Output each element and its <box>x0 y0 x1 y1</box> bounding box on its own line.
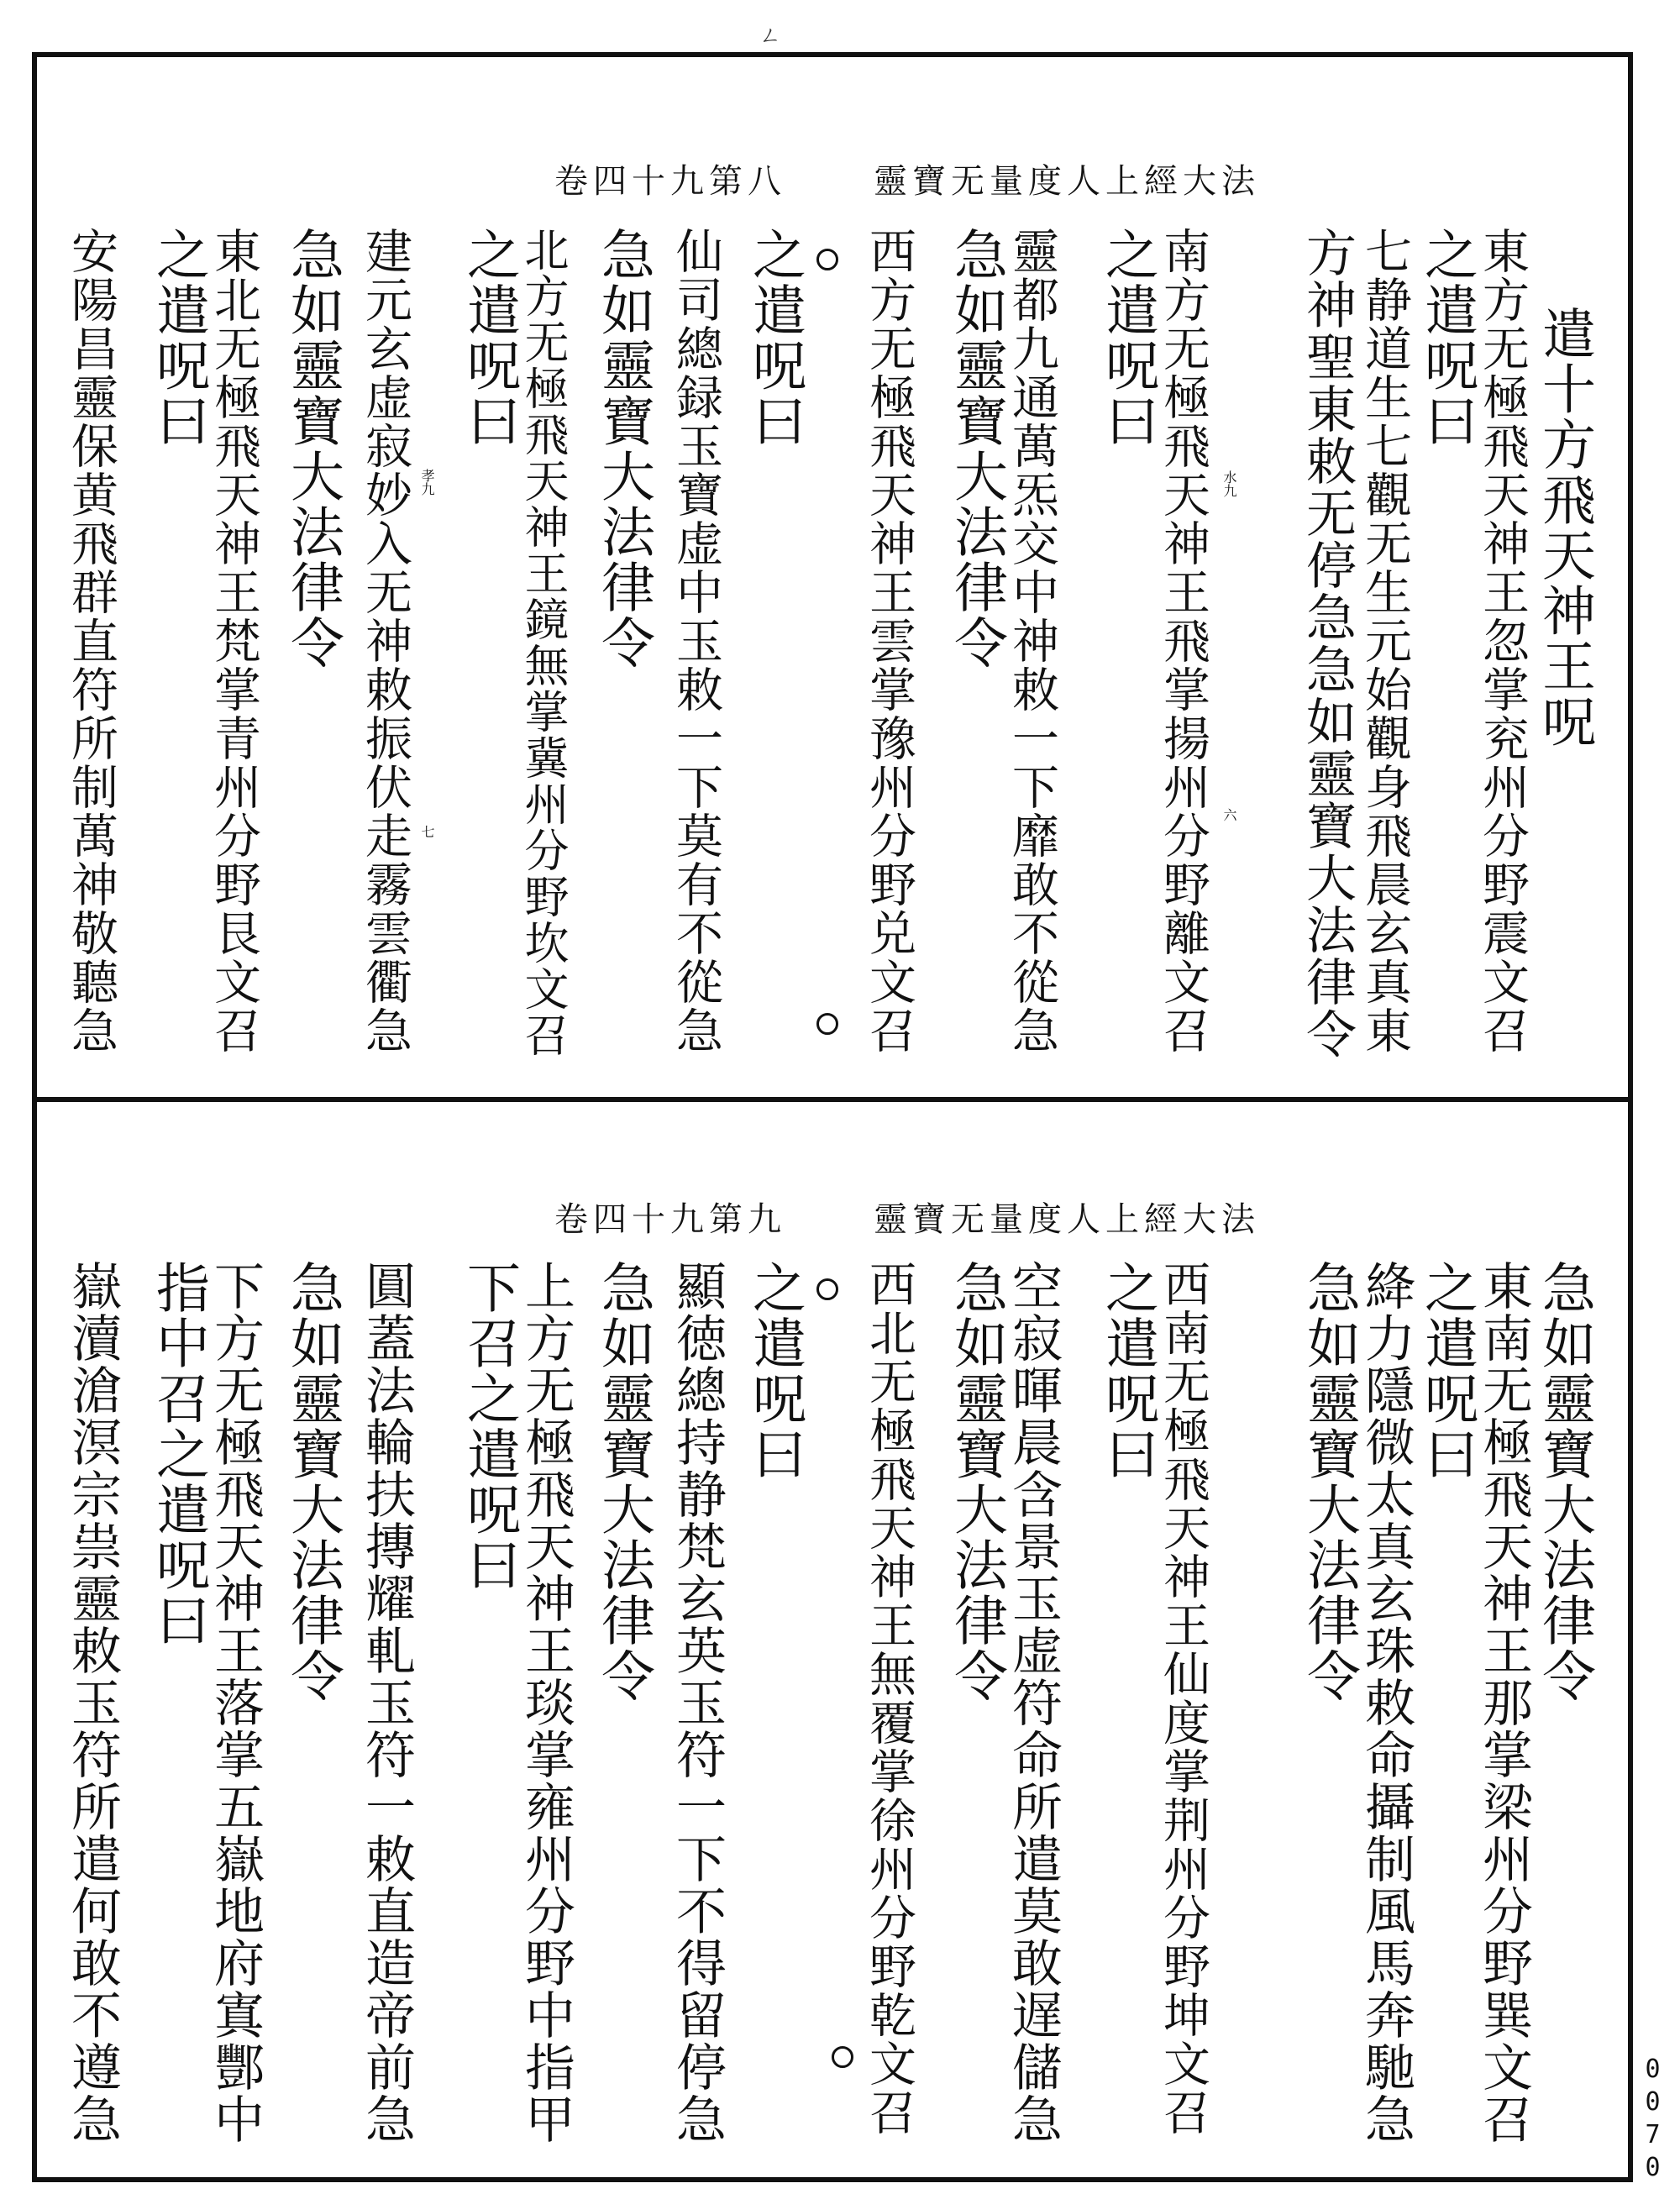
top-col-10: 西方无極飛天神王雲掌豫州分野兑文召 <box>862 227 916 1055</box>
top-col-15: 之遣呪曰 <box>458 227 520 449</box>
bottom-col-18: 下方无極飛天神王落掌五嶽地府寘酆中 <box>206 1260 265 2145</box>
bottom-col-17: 急如靈寶大法律令 <box>281 1260 344 1703</box>
top-col-5: 方神聖東敕无停急急如靈寶大法律令 <box>1298 227 1357 1060</box>
top-col-6: 南方无極飛天神王飛掌揚州分野離文召 <box>1156 227 1210 1055</box>
bottom-header-volume: 卷四十九第九 <box>554 1200 786 1239</box>
bottom-col-1: 急如靈寶大法律令 <box>1533 1260 1595 1703</box>
bottom-col-20: 嶽瀆滄溟宗祟靈敕玉符所遣何敢不遵急 <box>63 1260 122 2145</box>
bottom-circle-mark-1 <box>816 1278 838 1300</box>
bottom-col-10: 西北无極飛天神王無覆掌徐州分野乾文召 <box>862 1260 916 2137</box>
top-col-9: 急如靈寶大法律令 <box>945 227 1007 670</box>
top-col-2: 東方无極飛天神王忽掌兖州分野震文召 <box>1475 227 1530 1055</box>
top-col-20: 安陽昌靈保黄飛群直符所制萬神敬聽急 <box>64 227 118 1055</box>
top-col-13: 急如靈寶大法律令 <box>592 227 654 670</box>
top-col-16: 建元玄虚寂妙入无神敕振伏走霧雲衢急 <box>358 227 412 1055</box>
bottom-circle-mark-2 <box>832 2046 853 2068</box>
top-header-volume: 卷四十九第八 <box>554 162 786 201</box>
top-circle-mark-2 <box>816 1013 838 1035</box>
top-col-11: 之遣呪曰 <box>743 227 806 449</box>
top-note-2: 六 <box>1221 808 1237 821</box>
top-col-1: 遣十方飛天神王呪 <box>1533 306 1595 749</box>
bottom-col-12: 顯徳總持静梵玄英玉符一下不得留停急 <box>668 1260 727 2145</box>
bottom-col-11: 之遣呪曰 <box>743 1260 806 1482</box>
top-col-4: 七静道生七觀无生元始觀身飛晨玄真東 <box>1357 227 1412 1055</box>
top-note-3: 孝九 <box>419 469 435 496</box>
page-number: 0070 <box>1638 2055 1667 2186</box>
top-col-7: 之遣呪曰 <box>1096 227 1158 449</box>
stray-mark: ㄥ <box>759 24 782 49</box>
top-header-title: 靈寶无量度人上經大法 <box>874 162 1260 201</box>
bottom-col-15: 下召之遣呪曰 <box>458 1260 520 1593</box>
top-col-8: 靈都九通萬炁交中神敕一下靡敢不從急 <box>1005 227 1059 1055</box>
page-divider <box>32 1097 1633 1102</box>
top-note-1: 水九 <box>1221 470 1237 497</box>
top-col-12: 仙司總録玉寶虚中玉敕一下莫有不從急 <box>669 227 723 1055</box>
top-col-3: 之遣呪曰 <box>1415 227 1478 449</box>
bottom-col-7: 之遣呪曰 <box>1096 1260 1158 1482</box>
top-col-19: 之遣呪曰 <box>147 227 209 449</box>
bottom-header-title: 靈寶无量度人上經大法 <box>874 1200 1260 1239</box>
top-col-18: 東北无極飛天神王梵掌青州分野艮文召 <box>207 227 261 1055</box>
top-note-4: 七 <box>419 825 435 838</box>
bottom-col-6: 西南无極飛天神王仙度掌荆州分野坤文召 <box>1156 1260 1210 2137</box>
bottom-col-8: 空寂暉晨含景玉虚符命所遣莫敢遅儲急 <box>1004 1260 1063 2145</box>
top-col-14: 北方无極飛天神王鏡無掌冀州分野坎文召 <box>517 227 569 1058</box>
top-col-17: 急如靈寶大法律令 <box>281 227 344 670</box>
bottom-col-3: 之遣呪曰 <box>1415 1260 1478 1482</box>
bottom-col-14: 上方无極飛天神王琰掌雍州分野中指甲 <box>517 1260 575 2145</box>
bottom-col-9: 急如靈寶大法律令 <box>945 1260 1007 1703</box>
bottom-col-13: 急如靈寶大法律令 <box>592 1260 654 1703</box>
bottom-col-4: 絳力隱微太真玄珠敕命攝制風馬奔馳急 <box>1357 1260 1415 2145</box>
bottom-col-16: 圓蓋法輪扶摶耀軋玉符一敕直造帝前急 <box>357 1260 416 2145</box>
bottom-col-19: 指中召之遣呪曰 <box>147 1260 209 1648</box>
top-circle-mark-1 <box>816 249 838 270</box>
bottom-col-5: 急如靈寶大法律令 <box>1298 1260 1360 1703</box>
bottom-col-2: 東南无極飛天神王那掌梁州分野巽文召 <box>1474 1260 1533 2145</box>
